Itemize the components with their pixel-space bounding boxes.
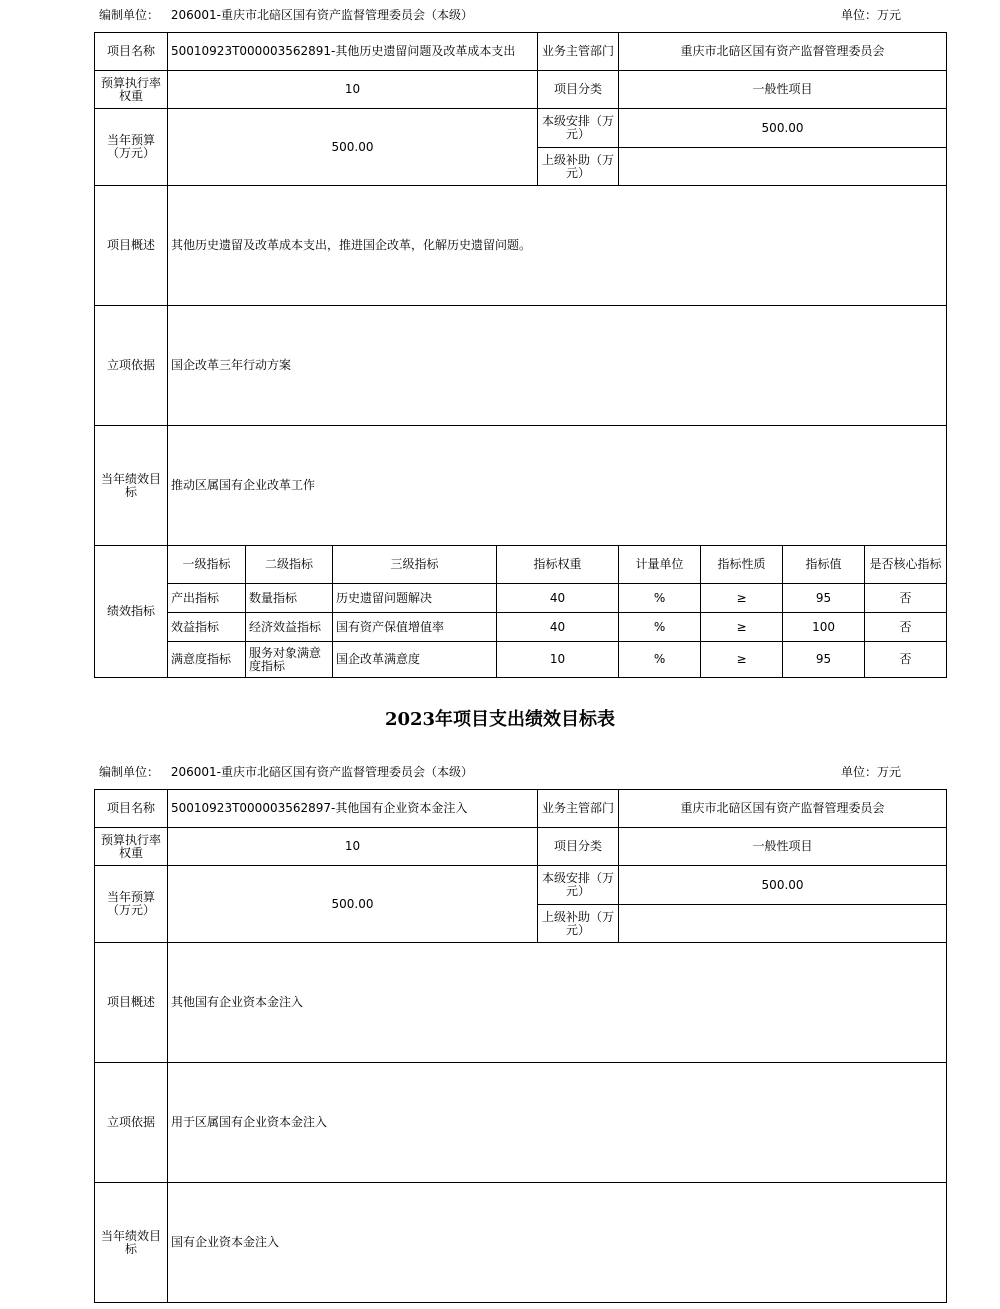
label-department: 业务主管部门 <box>538 790 619 828</box>
label-project-name: 项目名称 <box>95 790 168 828</box>
department: 重庆市北碚区国有资产监督管理委员会 <box>619 790 947 828</box>
label-annual-goal: 当年绩效目标 <box>95 1183 168 1303</box>
superior-subsidy <box>619 905 947 943</box>
indicator-weight: 40 <box>497 584 619 613</box>
local-arrangement: 500.00 <box>619 866 947 905</box>
indicator-nature: ≥ <box>701 613 783 642</box>
indicator-core: 否 <box>865 613 947 642</box>
label-current-budget: 当年预算（万元） <box>95 109 168 186</box>
header-weight: 指标权重 <box>497 546 619 584</box>
label-category: 项目分类 <box>538 828 619 866</box>
label-department: 业务主管部门 <box>538 33 619 71</box>
unit-label: 单位：万元 <box>840 765 901 779</box>
label-overview: 项目概述 <box>95 186 168 306</box>
label-basis: 立项依据 <box>95 306 168 426</box>
project-table-2 <box>94 789 947 1303</box>
basis: 用于区属国有企业资本金注入 <box>168 1063 947 1183</box>
category: 一般性项目 <box>619 71 947 109</box>
unit-label: 单位：万元 <box>840 8 901 22</box>
indicator-l2: 数量指标 <box>246 584 333 613</box>
label-superior-subsidy: 上级补助（万元） <box>538 905 619 943</box>
indicator-value: 100 <box>783 613 865 642</box>
indicator-nature: ≥ <box>701 584 783 613</box>
annual-goal: 推动区属国有企业改革工作 <box>168 426 947 546</box>
indicator-l3: 国有资产保值增值率 <box>333 613 497 642</box>
category: 一般性项目 <box>619 828 947 866</box>
exec-weight: 10 <box>168 828 538 866</box>
current-budget: 500.00 <box>168 866 538 943</box>
exec-weight: 10 <box>168 71 538 109</box>
indicator-core: 否 <box>865 642 947 678</box>
label-exec-weight: 预算执行率权重 <box>95 828 168 866</box>
label-perf-indicator: 绩效指标 <box>95 546 168 678</box>
indicator-row <box>95 613 947 642</box>
department: 重庆市北碚区国有资产监督管理委员会 <box>619 33 947 71</box>
indicator-weight: 40 <box>497 613 619 642</box>
label-local-arrangement: 本级安排（万元） <box>538 109 619 148</box>
basis: 国企改革三年行动方案 <box>168 306 947 426</box>
header-value: 指标值 <box>783 546 865 584</box>
local-arrangement: 500.00 <box>619 109 947 148</box>
compiler-value: 206001-重庆市北碚区国有资产监督管理委员会（本级） <box>170 8 473 22</box>
label-category: 项目分类 <box>538 71 619 109</box>
label-local-arrangement: 本级安排（万元） <box>538 866 619 905</box>
project-table-1 <box>94 32 947 678</box>
indicator-l1: 满意度指标 <box>168 642 246 678</box>
label-exec-weight: 预算执行率权重 <box>95 71 168 109</box>
label-basis: 立项依据 <box>95 1063 168 1183</box>
label-project-name: 项目名称 <box>95 33 168 71</box>
indicator-l3: 历史遗留问题解决 <box>333 584 497 613</box>
compiler-value: 206001-重庆市北碚区国有资产监督管理委员会（本级） <box>170 765 473 779</box>
project-name: 50010923T000003562897-其他国有企业资本金注入 <box>168 790 538 828</box>
compiler-label: 编制单位： <box>99 8 160 22</box>
indicator-value: 95 <box>783 642 865 678</box>
project-name: 50010923T000003562891-其他历史遗留问题及改革成本支出 <box>168 33 538 71</box>
header-level3: 三级指标 <box>333 546 497 584</box>
header-level1: 一级指标 <box>168 546 246 584</box>
indicator-row <box>95 584 947 613</box>
annual-goal: 国有企业资本金注入 <box>168 1183 947 1303</box>
indicator-row <box>95 642 947 678</box>
indicator-l1: 效益指标 <box>168 613 246 642</box>
indicator-l2: 经济效益指标 <box>246 613 333 642</box>
indicator-value: 95 <box>783 584 865 613</box>
label-superior-subsidy: 上级补助（万元） <box>538 148 619 186</box>
indicator-l3: 国企改革满意度 <box>333 642 497 678</box>
overview: 其他国有企业资本金注入 <box>168 943 947 1063</box>
label-current-budget: 当年预算（万元） <box>95 866 168 943</box>
indicator-unit: % <box>619 613 701 642</box>
indicator-unit: % <box>619 642 701 678</box>
overview: 其他历史遗留及改革成本支出，推进国企改革，化解历史遗留问题。 <box>168 186 947 306</box>
header-core: 是否核心指标 <box>865 546 947 584</box>
page-title: 2023年项目支出绩效目标表 <box>384 709 616 730</box>
indicator-l1: 产出指标 <box>168 584 246 613</box>
indicator-core: 否 <box>865 584 947 613</box>
indicator-nature: ≥ <box>701 642 783 678</box>
current-budget: 500.00 <box>168 109 538 186</box>
superior-subsidy <box>619 148 947 186</box>
indicator-unit: % <box>619 584 701 613</box>
header-unit: 计量单位 <box>619 546 701 584</box>
header-nature: 指标性质 <box>701 546 783 584</box>
header-level2: 二级指标 <box>246 546 333 584</box>
label-annual-goal: 当年绩效目标 <box>95 426 168 546</box>
label-overview: 项目概述 <box>95 943 168 1063</box>
indicator-weight: 10 <box>497 642 619 678</box>
indicator-l2: 服务对象满意度指标 <box>246 642 333 678</box>
compiler-label: 编制单位： <box>99 765 160 779</box>
